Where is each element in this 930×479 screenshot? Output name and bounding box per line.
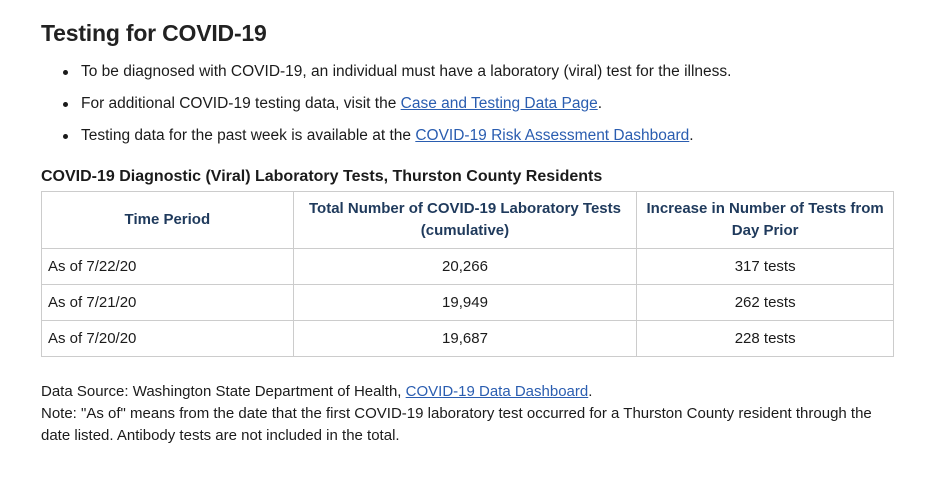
- column-header-time-period: Time Period: [42, 192, 294, 249]
- bullet-text-end: .: [689, 127, 694, 144]
- data-source-text: Data Source: Washington State Department of Health,: [41, 383, 406, 400]
- cell-increase: 228 tests: [637, 321, 894, 357]
- bullet-item-past-week: [41, 124, 881, 156]
- bullet-text-end: .: [597, 95, 602, 112]
- data-source-line: [41, 381, 891, 403]
- info-bullet-list: [41, 60, 881, 156]
- page-title: Testing for COVID-19: [41, 20, 267, 46]
- column-header-increase: Increase in Number of Tests from Day Prior: [637, 192, 894, 249]
- table-row: [42, 321, 894, 357]
- data-note: Note: "As of" means from the date that the first COVID-19 laboratory test occurred for a Thurston County resident through the date listed. Antibody tests are not included in the total.: [41, 405, 872, 444]
- table-header-row: [42, 192, 894, 249]
- bullet-text: For additional COVID-19 testing data, visit the: [81, 95, 401, 112]
- cell-total-tests: 20,266: [293, 249, 637, 285]
- risk-assessment-dashboard-link[interactable]: COVID-19 Risk Assessment Dashboard: [415, 127, 690, 144]
- bullet-item-testing-data: [41, 92, 881, 124]
- column-header-total-tests: Total Number of COVID-19 Laboratory Tests (cumulative): [293, 192, 637, 249]
- table-row: [42, 249, 894, 285]
- case-testing-data-link[interactable]: Case and Testing Data Page: [400, 95, 598, 112]
- data-source-section: [41, 381, 891, 447]
- cell-time-period: As of 7/22/20: [42, 249, 294, 285]
- cell-time-period: As of 7/21/20: [42, 285, 294, 321]
- bullet-text: To be diagnosed with COVID-19, an individual must have a laboratory (viral) test for the illness.: [81, 63, 732, 80]
- bullet-dot-icon: [63, 102, 68, 107]
- data-source-text-end: .: [588, 383, 593, 400]
- covid-data-dashboard-link[interactable]: COVID-19 Data Dashboard: [405, 383, 589, 400]
- cell-total-tests: 19,687: [293, 321, 637, 357]
- bullet-dot-icon: [63, 70, 68, 75]
- bullet-item-diagnosis: [41, 60, 881, 92]
- table-caption: COVID-19 Diagnostic (Viral) Laboratory Tests, Thurston County Residents: [41, 168, 603, 185]
- cell-increase: 262 tests: [637, 285, 894, 321]
- bullet-text: Testing data for the past week is available at the: [81, 127, 416, 144]
- cell-increase: 317 tests: [637, 249, 894, 285]
- cell-time-period: As of 7/20/20: [42, 321, 294, 357]
- tests-table: [41, 191, 894, 357]
- cell-total-tests: 19,949: [293, 285, 637, 321]
- bullet-dot-icon: [63, 134, 68, 139]
- table-row: [42, 285, 894, 321]
